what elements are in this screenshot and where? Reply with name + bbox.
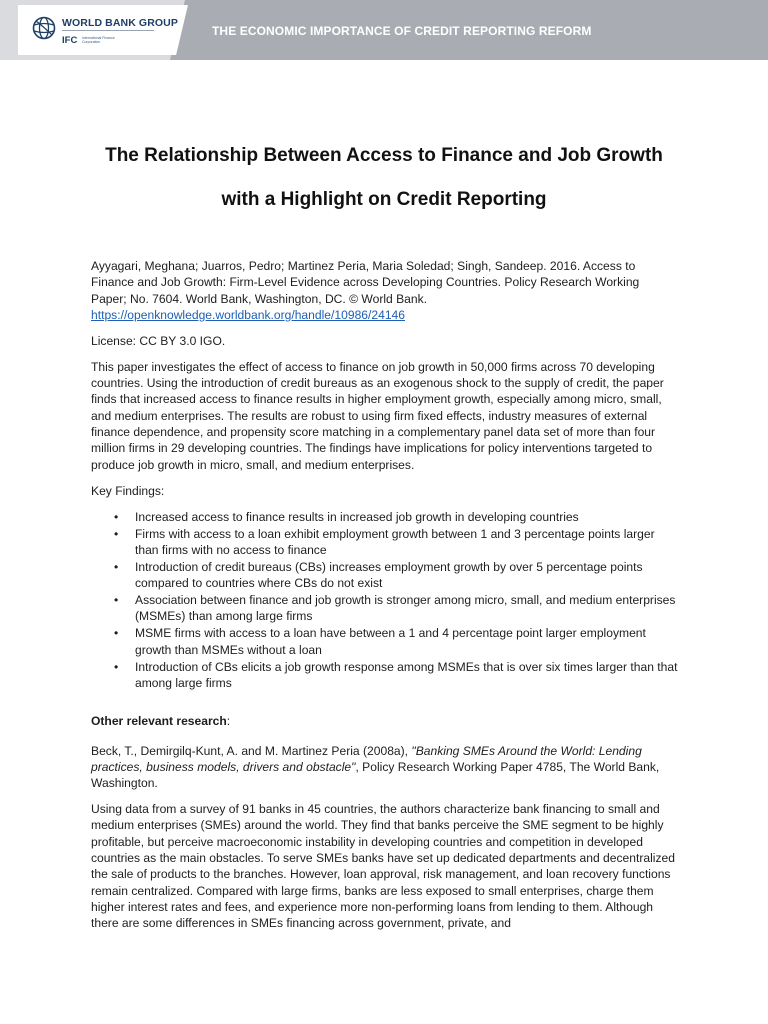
license-text: License: CC BY 3.0 IGO.	[91, 333, 226, 348]
other-research-heading: Other relevant research	[91, 714, 227, 729]
key-findings-list	[91, 509, 678, 692]
document-body	[91, 258, 678, 941]
citation-link[interactable]: https://openknowledge.worldbank.org/handle/10986/24146	[91, 307, 406, 322]
list-item: • Introduction of CBs elicits a job growth response among MSMEs that is over six times larger than that among large firms	[135, 659, 678, 692]
other-research-colon: :	[226, 714, 231, 729]
reference-details: , Policy Research Working Paper 4785, The World Bank, Washington.	[91, 759, 660, 791]
globe-icon	[32, 16, 56, 40]
banner-title: THE ECONOMIC IMPORTANCE OF CREDIT REPORTING REFORM	[212, 24, 592, 38]
list-item: • Association between finance and job growth is stronger among micro, small, and medium enterprises (MSMEs) than among large firms	[135, 592, 678, 625]
list-item: • Introduction of credit bureaus (CBs) increases employment growth by over 5 percentage points compared to countries where CBs do not exist	[135, 559, 678, 592]
citation-text: Ayyagari, Meghana; Juarros, Pedro; Martinez Peria, Maria Soledad; Singh, Sandeep. 2016. Access to Finance and Job Growth: Firm-Level Evidence across Developing Countries. Policy Research Working Paper; No. 7604. World Bank, Washington, DC. © World Bank.	[91, 259, 640, 306]
header-banner	[0, 0, 768, 60]
reference-title: "Banking SMEs Around the World: Lending practices, business models, drivers and obstacle"	[91, 743, 642, 774]
logo-world-bank-group: WORLD BANK GROUP	[62, 17, 178, 29]
list-item: • MSME firms with access to a loan have between a 1 and 4 percentage point larger employment growth than MSMEs without a loan	[135, 625, 678, 658]
key-findings-heading: Key Findings:	[91, 483, 165, 498]
reference-entry	[91, 743, 678, 792]
citation	[91, 258, 678, 323]
title-line-2: with a Highlight on Credit Reporting	[221, 189, 547, 210]
title-line-1: The Relationship Between Access to Finance and Job Growth	[105, 145, 663, 166]
other-research-heading-line	[91, 713, 678, 729]
reference-authors: Beck, T., Demirgilq-Kunt, A. and M. Martinez Peria (2008a),	[91, 743, 412, 758]
list-item: • Firms with access to a loan exhibit employment growth between 1 and 3 percentage points larger than firms with no access to finance	[135, 526, 678, 559]
list-item: • Increased access to finance results in increased job growth in developing countries	[135, 509, 678, 525]
logo-divider	[62, 30, 154, 31]
logo-ifc: IFC	[62, 35, 78, 46]
logo-ifc-subtitle: International Finance Corporation	[82, 36, 115, 44]
abstract-paragraph: This paper investigates the effect of access to finance on job growth in 50,000 firms across 70 developing countries. Using the introduction of credit bureaus as an exogenous shock to the supply of credit, the paper finds that increased access to finance results in higher employment growth, especially among micro, small, and medium enterprises. The results are robust to using firm fixed effects, industry measures of external finance dependence, and propensity score matching in a complementary panel data set of more than four million firms in 29 developing countries. The findings have implications for policy interventions targeted to produce job growth in micro, small, and medium enterprises.	[91, 359, 664, 472]
reference-summary: Using data from a survey of 91 banks in 45 countries, the authors characterize bank financing to small and medium enterprises (SMEs) around the world. They find that banks perceive the SME segment to be highly profitable, but perceive macroeconomic instability in developing countries and competition in developed countries as the main obstacles. To serve SMEs banks have set up dedicated departments and decentralized the sale of products to the branches. However, loan approval, risk management, and loan recovery functions remain centralized. Compared with large firms, banks are less exposed to small enterprises, charge them higher interest rates and fees, and experience more non-performing loans from lending to them. Although there are some differences in SMEs financing across government, private, and	[91, 802, 675, 931]
document-title	[60, 134, 708, 222]
